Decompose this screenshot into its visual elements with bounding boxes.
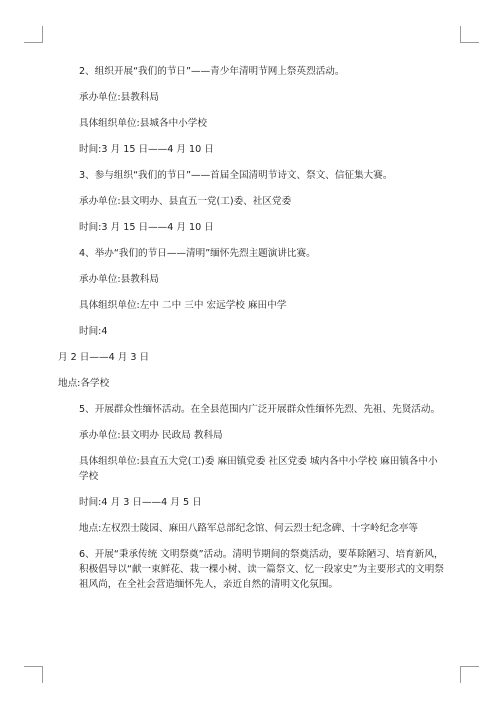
crop-mark-top-left <box>24 26 43 43</box>
executing-unit: 具体组织单位:县直五大党(工)委 麻田镇党委 社区党委 城内各中小学校 麻田镇各中小学校 <box>79 456 438 482</box>
document-page <box>58 64 446 603</box>
paragraph-item-2: 2、组织开展“我们的节日”——青少年清明节网上祭英烈活动。 <box>79 66 345 77</box>
paragraph-item-6: 6、开展“秉承传统 文明祭奠”活动。清明节期间的祭奠活动，要革除陋习、培育新风，积极倡导以“献一束鲜花、栽一棵小树、读一篇祭文、忆一段家史”为主要形式的文明祭祖风尚，在全社会营造缅怀先人，亲近自然的清明文化氛围。 <box>79 549 444 590</box>
location: 地点:左权烈士陵园、麻田八路军总部纪念馆、何云烈士纪念碑、十字岭纪念亭等 <box>79 523 419 534</box>
crop-mark-bottom-left <box>24 666 43 683</box>
paragraph-item-5: 5、开展群众性缅怀活动。在全县范围内广泛开展群众性缅怀先烈、先祖、先贤活动。 <box>79 404 441 415</box>
paragraph-item-3: 3、参与组织“我们的节日”——首届全国清明节诗文、祭文、信征集大赛。 <box>79 170 393 181</box>
time-continued: 月 2 日——4 月 3 日 <box>58 352 150 363</box>
crop-mark-bottom-right <box>460 666 479 683</box>
time: 时间:3 月 15 日——4 月 10 日 <box>79 222 214 233</box>
executing-unit: 具体组织单位:县城各中小学校 <box>79 118 207 129</box>
organizer: 承办单位:县教科局 <box>79 92 159 103</box>
crop-mark-top-right <box>460 26 479 43</box>
organizer: 承办单位:县教科局 <box>79 274 159 285</box>
location: 地点:各学校 <box>58 378 110 389</box>
time: 时间:4 <box>79 326 108 337</box>
time: 时间:4 月 3 日——4 月 5 日 <box>79 497 202 508</box>
paragraph-item-4: 4、举办“我们的节日——清明”缅怀先烈主题演讲比赛。 <box>79 248 316 259</box>
organizer: 承办单位:县文明办、县直五一党(工)委、社区党委 <box>79 196 292 207</box>
time: 时间:3 月 15 日——4 月 10 日 <box>79 144 214 155</box>
executing-unit: 具体组织单位:左中 二中 三中 宏远学校 麻田中学 <box>79 300 287 311</box>
organizer: 承办单位:县文明办 民政局 教科局 <box>79 430 223 441</box>
